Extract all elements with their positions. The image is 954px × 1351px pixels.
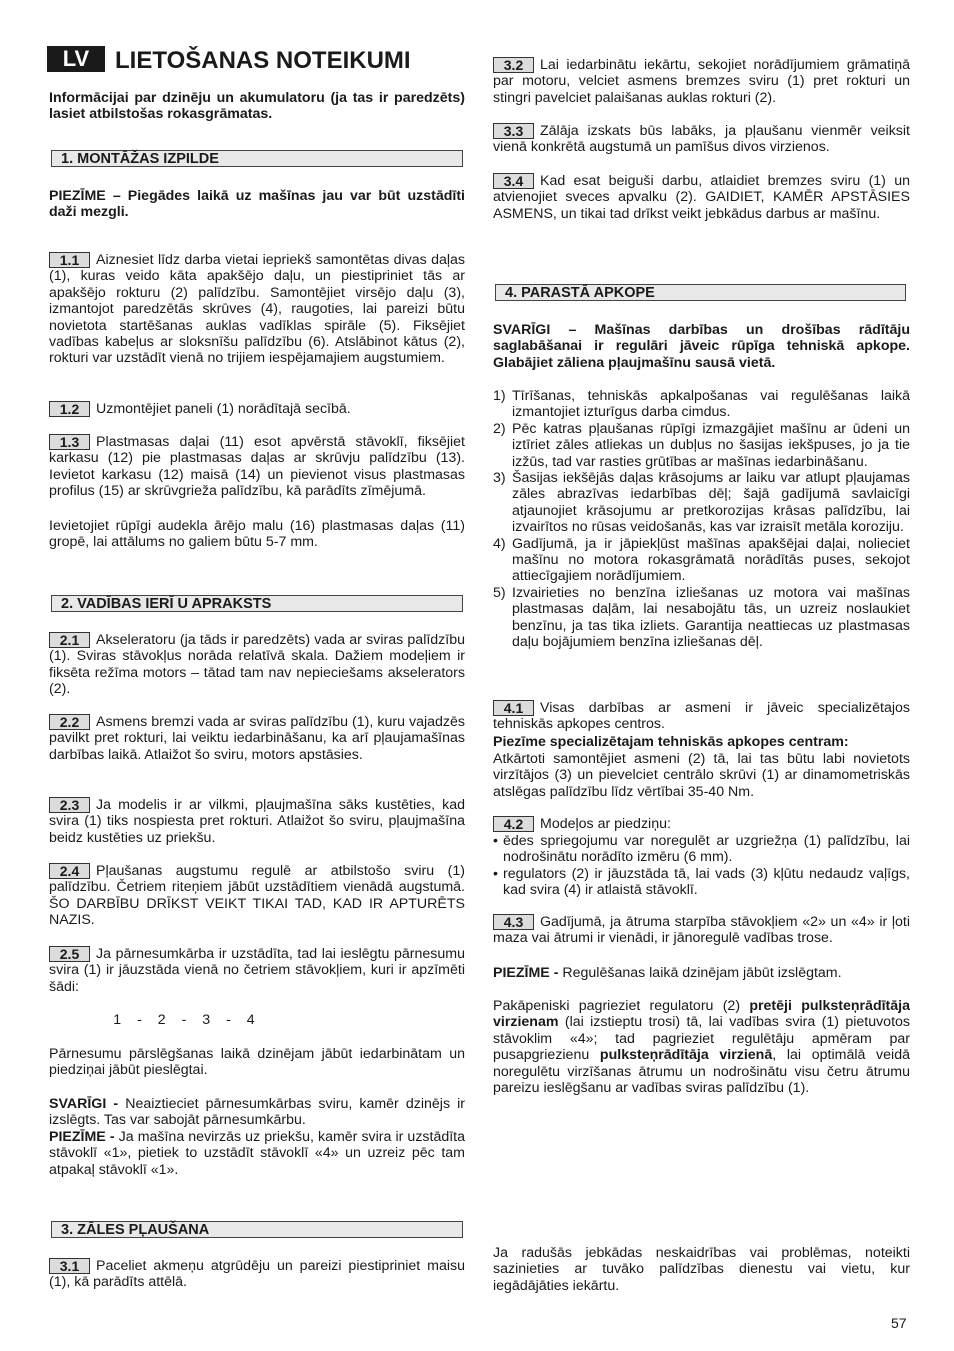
- warning-text: SVARĪGI - Neaiztieciet pārnesumkārbas sviru, kamēr dzinējs ir izslēgts. Tas var sabojāt pārnesumkārbu.: [49, 1096, 465, 1129]
- step-4-1-bold: Piezīme specializētajam tehniskās apkopes centram:: [493, 734, 849, 750]
- step-2-1: 2.1 Akseleratoru (ja tāds ir paredzēts) vada ar sviras palīdzību (1). Sviras stāvokļus norāda relatīvā skala. Dažiem modeļiem ir fiksēta režīma motors – tātad tam nav nepieciešams akselerators (2).: [49, 632, 465, 698]
- step-4-1: 4.1 Visas darbības ar asmeni ir jāveic specializētajos tehniskās apkopes centros.: [493, 700, 910, 733]
- section-2-heading: 2. VADĪBAS IERĪ U APRAKSTS: [51, 595, 463, 612]
- list-item: 2) Pēc katras pļaušanas rūpīgi izmazgājiet mašīnu ar ūdeni un iztīriet zāles atliekas un dubļus no šasijas iekšpuses, jo ja tie izžūs, tad var rasties grūtības ar mašīnas iedarbināšanu.: [493, 420, 910, 470]
- list-item: • ēdes spriegojumu var noregulēt ar uzgriežņa (1) palīdzību, lai nodrošinātu norādīto izmēru (6 mm).: [493, 833, 910, 866]
- step-1-3: 1.3 Plastmasas daļai (11) esot apvērstā stāvoklī, fiksējiet karkasu (12) pie plastmasas daļas ar skrūvju palīdzību (13). Ievietot karkasu (12) maisā (14) un pievienot visus plastmasas profilus (15) ar skrūvgrieža palīdzību, kā parādīts zīmējumā.: [49, 434, 465, 500]
- step-number: 3.1: [49, 1258, 90, 1274]
- list-item: 3) Šasijas iekšējās daļas krāsojums ar laiku var atlupt pļaujamas zāles abrazīvas iedarbības dēļ; šajā gadījumā savlaicīgi atjaunojiet krāsojumu ar pretkorozijas krāsas palīdzību, lai izvairītos no rūsas veidošanās, kas var izraisīt metāla koroziju.: [493, 470, 910, 536]
- footer-text: Ja radušās jebkādas neskaidrības vai problēmas, noteikti sazinieties ar tuvāko palīdzības dienestu vai vietu, kur iegādājāties iekārtu.: [493, 1245, 910, 1294]
- language-badge: LV: [47, 46, 105, 72]
- step-number: 2.3: [49, 797, 90, 813]
- section-4-important: SVARĪGI – Mašīnas darbības un drošības rādītāju saglabāšanai ir regulāri jāveic rūpīga tehniskā apkope. Glabājiet zāliena pļaujmašīnu sausā vietā.: [493, 322, 910, 371]
- list-item: • regulators (2) ir jāuzstāda tā, lai vads (3) kļūtu nedaudz vaļīgs, kad svira (4) ir atlaistā stāvoklī.: [493, 865, 910, 899]
- step-4-1-continued: Atkārtoti samontējiet asmeni (2) tā, lai tas būtu labi novietots virzītājos (3) un pievelciet centrālo skrūvi (1) ar dinamometriskās atslēgas palīdzību līdz vērtībai 35-40 Nm.: [493, 751, 910, 800]
- step-2-4: 2.4 Pļaušanas augstumu regulē ar atbilstošo sviru (1) palīdzību. Četriem riteņiem jābūt uzstādītiem vienādā augstumā. ŠO DARBĪBU DRĪKST VEIKT TIKAI TAD, KAD IR APTURĒTS NAZIS.: [49, 863, 465, 929]
- step-number: 1.3: [49, 434, 90, 450]
- list-item: 1) Tīrīšanas, tehniskās apkalpošanas vai regulēšanas laikā izmantojiet izturīgus darba cimdus.: [493, 388, 910, 421]
- step-3-1: 3.1 Paceliet akmeņu atgrūdēju un pareizi piestipriniet maisu (1), kā parādīts attēlā.: [49, 1258, 465, 1291]
- step-number: 3.3: [493, 123, 534, 139]
- list-item: 5) Izvairieties no benzīna izliešanas uz motora vai mašīnas plastmasas daļām, lai nesabojātu tās, un uzreiz noslaukiet benzīnu, ja tas tika izliets. Garantija neattiecas uz plastmasas daļu bojājumiem benzīna izliešanas dēļ.: [493, 584, 910, 651]
- section-4-note: PIEZĪME - Regulēšanas laikā dzinējam jābūt izslēgtam.: [493, 965, 842, 981]
- step-number: 4.3: [493, 914, 534, 930]
- intro-text: Informācijai par dzinēju un akumulatoru (ja tas ir paredzēts) lasiet atbilstošas rokasgrāmatas.: [49, 90, 465, 123]
- step-number: 3.4: [493, 173, 534, 189]
- step-number: 2.2: [49, 714, 90, 730]
- list-item: 4) Gadījumā, ja ir jāpiekļūst mašīnas apakšējai daļai, nolieciet mašīnu no motora rokasgrāmatā norādītās puses, sekojot attiecīgajiem norādījumiem.: [493, 535, 910, 585]
- section-1-note: PIEZĪME – Piegādes laikā uz mašīnas jau var būt uzstādīti daži mezgli.: [49, 188, 465, 221]
- step-number: 4.1: [493, 700, 534, 716]
- section-1-heading: 1. MONTĀŽAS IZPILDE: [51, 150, 463, 167]
- step-2-3: 2.3 Ja modelis ir ar vilkmi, pļaujmašīna sāks kustēties, kad svira (1) tiks nospiesta pret rokturi. Atlaižot šo sviru, pļaujmašīna beidz kustēties uz priekšu.: [49, 797, 465, 846]
- step-3-2: 3.2 Lai iedarbinātu iekārtu, sekojiet norādījumiem grāmatiņā par motoru, velciet asmens bremzes sviru (1) pret rokturi un stingri pavelciet palaišanas auklas rokturi (2).: [493, 57, 910, 106]
- step-1-1: 1.1 Aiznesiet līdz darba vietai iepriekš samontētas divas daļas (1), kuras veido kāta apakšējo daļu, un piestipriniet tās ar apakšējo rokturu (2) palīdzību. Samontējiet virsējo daļu (3), izmantojot paredzētās skrūves (4), raugoties, lai pareizi būtu novietota startēšanas auklas vadīklas spirāle (5). Fiksējiet vadības kabeļus ar sloksnīšu palīdzību (6). Atslābinot kātus (2), rokturi var uzstādīt vienā no trijiem iespējamajiem augstumiem.: [49, 252, 465, 367]
- section-3-heading: 3. ZĀLES PĻAUŠANA: [51, 1221, 463, 1238]
- step-number: 1.2: [49, 401, 90, 417]
- note-text: PIEZĪME - Ja mašīna nevirzās uz priekšu, kamēr svira ir uzstādīta stāvoklī «1», pietiek to uzstādīt stāvoklī «4» un uzreiz pēc tam atpakaļ stāvoklī «1».: [49, 1129, 465, 1178]
- step-3-3: 3.3 Zālāja izskats būs labāks, ja pļaušanu vienmēr veiksit vienā konkrētā augstumā un pamīšus divos virzienos.: [493, 123, 910, 156]
- section-4-heading: 4. PARASTĀ APKOPE: [495, 284, 906, 301]
- step-number: 1.1: [49, 252, 90, 268]
- step-number: 3.2: [493, 57, 534, 73]
- step-2-2: 2.2 Asmens bremzi vada ar sviras palīdzību (1), kuru vajadzēs pavilkt pret rokturi, lai veiktu iedarbināšanu, ka arī pļaujamašīnas darbības laikā. Atlaižot šo sviru, motors apstāsies.: [49, 714, 465, 763]
- bullet-list: [493, 833, 910, 899]
- gear-shift-text: Pārnesumu pārslēgšanas laikā dzinējam jābūt iedarbinātam un piedziņai jābūt pieslēgtai.: [49, 1046, 465, 1079]
- step-3-4: 3.4 Kad esat beiguši darbu, atlaidiet bremzes sviru (1) un atvienojiet sveces apvalku (2). GAIDIET, KAMĒR APSTĀSIES ASMENS, un tikai tad drīkst veikt jebkādus darbus ar mašīnu.: [493, 173, 910, 222]
- step-2-5: 2.5 Ja pārnesumkārba ir uzstādīta, tad lai ieslēgtu pārnesumu svira (1) ir jāuzstāda vienā no četriem stāvokļiem, kuri ir apzīmēti šādi:: [49, 946, 465, 995]
- step-number: 2.1: [49, 632, 90, 648]
- step-4-2: 4.2 Modeļos ar piedziņu:: [493, 816, 910, 832]
- step-number: 2.5: [49, 946, 90, 962]
- adjustment-text: Pakāpeniski pagrieziet regulatoru (2) pretēji pulksteņrādītāja virzienam (lai izstieptu trosi) tā, lai vadības svira (1) pietuvotos stāvoklim «4»; tad pagrieziet regulētāju apmēram par pusapgriezienu pulksteņrādītāja virzienā, lai optimālā veidā noregulētu virzīšanas ātrumu un nodrošinātu visu četru ātrumu pareizu ieslēgšanu ar vadības sviras palīdzību (1).: [493, 998, 910, 1097]
- maintenance-list: [493, 388, 910, 651]
- step-number: 2.4: [49, 863, 90, 879]
- step-1-2: 1.2 Uzmontējiet paneli (1) norādītajā secībā.: [49, 401, 465, 417]
- step-number: 4.2: [493, 816, 534, 832]
- gear-positions: 1 - 2 - 3 - 4: [113, 1012, 261, 1028]
- step-1-3-continued: Ievietojiet rūpīgi audekla ārējo malu (16) plastmasas daļas (11) gropē, lai attālums no galiem būtu 5-7 mm.: [49, 518, 465, 551]
- page-title: LIETOŠANAS NOTEIKUMI: [115, 47, 411, 74]
- step-4-3: 4.3 Gadījumā, ja ātruma starpība stāvokļiem «2» un «4» ir ļoti maza vai ātrumi ir vienādi, ir jānoregulē vadības trose.: [493, 914, 910, 947]
- page-number: 57: [891, 1315, 907, 1331]
